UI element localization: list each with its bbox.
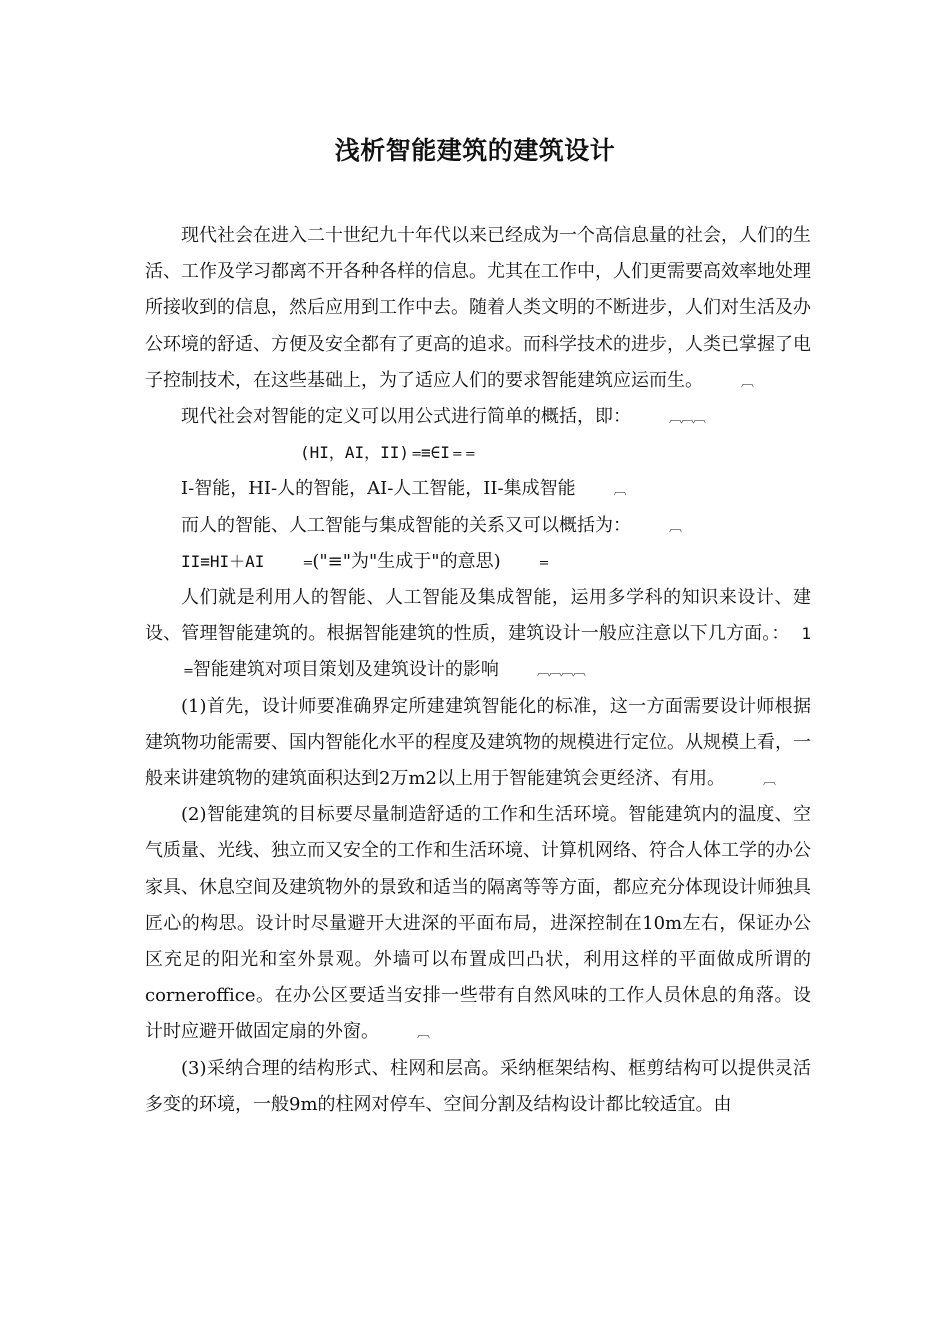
footnote-mark-icon: ︹ xyxy=(669,519,682,535)
footnote-mark-icon: ︹ xyxy=(613,483,626,499)
paragraph-intro xyxy=(145,218,811,399)
paragraph-methods xyxy=(145,580,811,689)
footnote-mark-icon: ︹︹︹ xyxy=(669,411,706,427)
footnote-mark-icon: ︹ xyxy=(417,1026,430,1042)
paragraph-definition-text: 现代社会对智能的定义可以用公式进行简单的概括，即： xyxy=(181,406,631,428)
paragraph-intro-text: 现代社会在进入二十世纪九十年代以来已经成为一个高信息量的社会，人们的生活、工作及学习都离不开各种各样的信息。尤其在工作中，人们更需要高效率地处理所接收到的信息，然后应用到工作中去。随着人类文明的不断进步，人们对生活及办公环境的舒适、方便及安全都有了更高的追求。而科学技术的进步，人类已掌握了电子控制技术，在这些基础上，为了适应人们的要求智能建筑应运而生。 xyxy=(145,225,811,391)
formula-line xyxy=(145,435,811,471)
paragraph-relation-intro xyxy=(145,508,811,544)
relation-formula: II≡HI＋AI xyxy=(181,551,265,571)
paragraph-point-3 xyxy=(145,1051,811,1123)
paragraph-definition xyxy=(145,399,811,435)
footnote-mark-icon: ︹ xyxy=(741,374,754,390)
paragraph-relation xyxy=(145,544,811,580)
paragraph-methods-text: 人们就是利用人的智能、人工智能及集成智能，运用多学科的知识来设计、建设、管理智能建筑的。根据智能建筑的性质，建筑设计一般应注意以下几方面。： xyxy=(145,587,811,645)
paragraph-legend-text: I-智能，HI-人的智能，AI-人工智能，II-集成智能 xyxy=(181,478,576,500)
paragraph-point-2-text: (2)智能建筑的目标要尽量制造舒适的工作和生活环境。智能建筑内的温度、空气质量、光线、独立而又安全的工作和生活环境、计算机网络、符合人体工学的办公家具、休息空间及建筑物外的景致和适当的隔离等等方面，都应充分体现设计师独具匠心的构思。设计时尽量避开大进深的平面布局，进深控制在10m左右，保证办公区充足的阳光和室外景观。外墙可以布置成凹凸状，利用这样的平面做成所谓的corneroffice。在办公区要适当安排一些带有自然风味的工作人员休息的角落。设计时应避开做固定扇的外窗。 xyxy=(145,804,811,1043)
section-heading: 智能建筑对项目策划及建筑设计的影响 xyxy=(192,659,499,681)
equals-mark-icon: = xyxy=(302,555,313,571)
document-title: 浅析智能建筑的建筑设计 xyxy=(334,136,616,165)
formula-lhs: (HI，AI，II) xyxy=(300,443,410,463)
paragraph-point-2 xyxy=(145,797,811,1050)
equals-mark-icon: = = xyxy=(451,447,475,463)
footnote-mark-icon: ︹ xyxy=(762,773,775,789)
paragraph-point-1-text: (1)首先，设计师要准确界定所建建筑智能化的标准，这一方面需要设计师根据建筑物功能需要、国内智能化水平的程度及建筑物的规模进行定位。从规模上看，一般来讲建筑物的建筑面积达到2万m2以上用于智能建筑会更经济、有用。 xyxy=(145,695,811,790)
paragraph-point-1 xyxy=(145,689,811,798)
document-body xyxy=(145,218,811,1123)
equals-mark-icon: = xyxy=(538,555,549,571)
equals-mark-icon: = xyxy=(183,664,193,680)
relation-tail: ("≡"为"生成于"的意思) xyxy=(312,550,501,572)
equals-mark-icon: = xyxy=(411,447,421,463)
section-number: 1 xyxy=(801,624,811,644)
footnote-mark-icon: ︹︹︹︹ xyxy=(536,664,585,680)
formula-tail: ≡∈I xyxy=(420,443,450,463)
paragraph-relation-intro-text: 而人的智能、人工智能与集成智能的关系又可以概括为： xyxy=(181,514,631,536)
paragraph-legend xyxy=(145,471,811,507)
paragraph-point-3-text: (3)采纳合理的结构形式、柱网和层高。采纳框架结构、框剪结构可以提供灵活多变的环境，一般9m的柱网对停车、空间分割及结构设计都比较适宜。由 xyxy=(145,1057,811,1115)
